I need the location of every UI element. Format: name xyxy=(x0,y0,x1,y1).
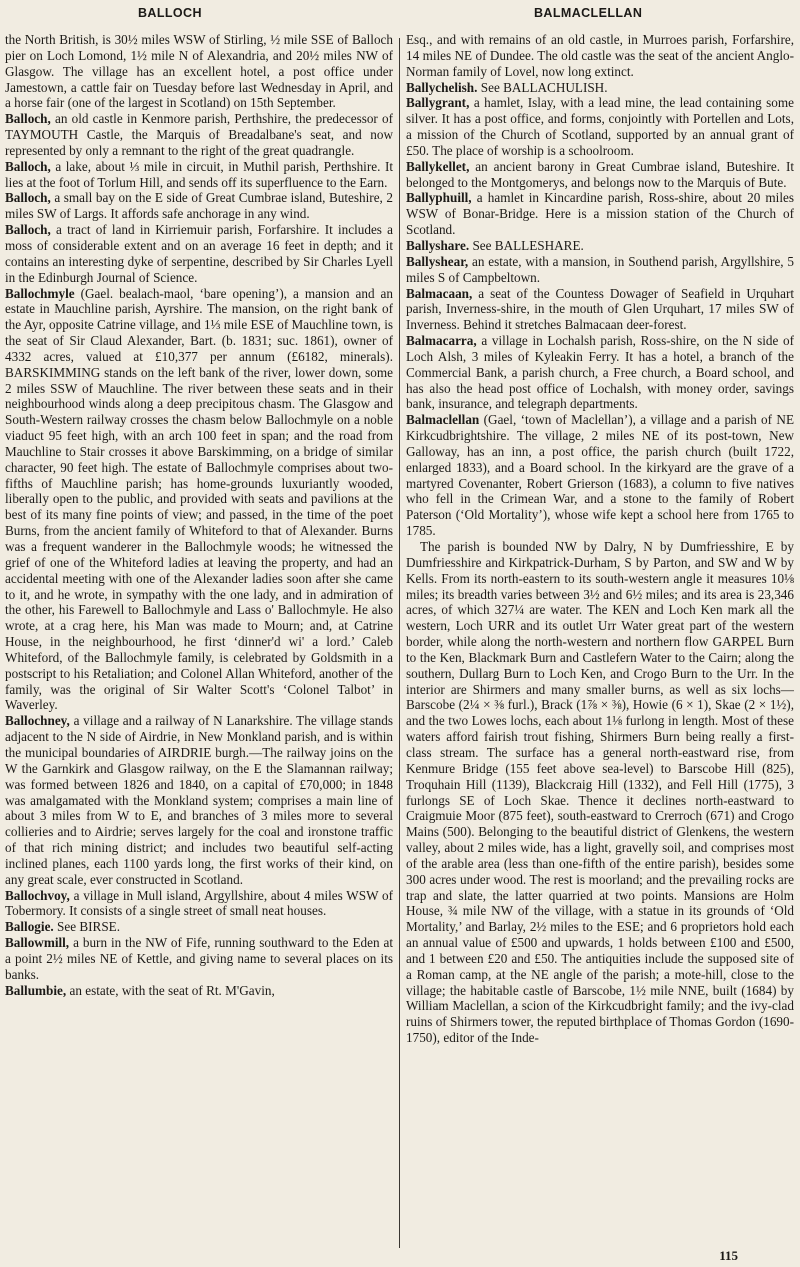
gazetteer-entry xyxy=(406,190,794,238)
entry-headword: Ballyphuill, xyxy=(406,190,472,206)
gazetteer-entry xyxy=(5,713,393,887)
gazetteer-entry xyxy=(406,32,794,80)
entry-headword: Ballogie. xyxy=(5,919,54,935)
entry-text: (Gael. bealach-maol, ‘bare opening’), a mansion and an estate in Mauchline parish, Ayrshire. The mansion, on the right bank of the Ayr, opposite Catrine village, and 1⅓ mile ESE of Mauchline town, is the seat of Sir Claud Alexander, Bart. (b. 1831; suc. 1861), owner of 4332 acres, valued at £10,377 per annum (£6182, minerals). BARSKIMMING stands on the left bank of the river, lower down, some 2 miles SSW of Mauchline. The river between these seats and in their neighbourhood winds along a deep precipitous chasm. The Glasgow and South-Western railway crosses the chasm below Ballochmyle on a noble viaduct 95 feet high, with an arch 100 feet in span; and the road from Mauchline to Stair crosses it above Barskimming, on a bridge of similar character, 90 feet high. The estate of Ballochmyle comprises about two-fifths of Mauchline parish; has home-grounds luxuriantly wooded, liberally open to the public, and provided with seats and pavilions at the best of its many fine points of view; and passed, in the time of the poet Burns, from the ancient family of Whiteford to that of Alexander. Burns was a frequent wanderer in the Ballochmyle woods; he witnessed the grief of one of the Whiteford ladies at leaving the property, and had an accidental meeting with one of the Alexander ladies soon after she came to it, and he wrote, in sympathy with the one lady, and in admiration of the other, his Farewell to Ballochmyle and Lass o' Ballochmyle. He also wrote, at a crag here, his Man was made to Mourn; and, at Catrine House, in the neighbourhood, he first ‘dinner'd wi' a lord.’ Caleb Whiteford, of the Ballochmyle family, is celebrated by Goldsmith in a postscript to his Retaliation; and Colonel Allan Whiteford, another of the family, was the original of Sir Walter Scott's ‘Colonel Talbot’ in Waverley. xyxy=(5,285,393,713)
entry-text: a village and a railway of N Lanarkshire. The village stands adjacent to the N side of Airdrie, in New Monkland parish, and is within the municipal boundaries of AIRDRIE burgh.—The railway joins on the W the Garnkirk and Glasgow railway, on the E the Slamannan railway; was formed between 1826 and 1840, on a capital of £70,000; in 1848 was amalgamated with the Monkland system; comprises a main line of about 3 miles from W to E, and branches of 3 miles more to several collieries and to Airdrie; serves largely for the coal and ironstone traffic of that rich mining district; and includes two beautiful self-acting inclined planes, each 1100 yards long, the first works of their kind, on any great scale, ever constructed in Scotland. xyxy=(5,713,393,887)
entry-text: a burn in the NW of Fife, running southward to the Eden at a point 2½ miles NE of Kettle, and giving name to several places on its banks. xyxy=(5,935,393,982)
entry-text: a tract of land in Kirriemuir parish, Forfarshire. It includes a moss of considerable extent and on an average 16 feet in depth; and it contains an interesting dyke of serpentine, described by Sir Charles Lyell in the Edinburgh Journal of Science. xyxy=(5,222,393,285)
entry-headword: Ballumbie, xyxy=(5,982,67,998)
entry-headword: Ballychelish. xyxy=(406,79,478,95)
gazetteer-entry xyxy=(5,111,393,159)
header-right-catchword: BALMACLELLAN xyxy=(534,6,643,20)
entry-headword: Ballochvoy, xyxy=(5,887,70,903)
gazetteer-entry xyxy=(406,80,794,96)
entry-text: a village in Mull island, Argyllshire, about 4 miles WSW of Tobermory. It consists of a single street of small neat houses. xyxy=(5,887,393,919)
entry-paragraph xyxy=(406,539,794,1046)
entry-headword: Ballygrant, xyxy=(406,95,470,111)
entry-headword: Ballykellet, xyxy=(406,158,470,174)
entry-headword: Balloch, xyxy=(5,111,51,127)
entry-headword: Balmaclellan xyxy=(406,412,480,428)
entry-text: a hamlet, Islay, with a lead mine, the lead containing some silver. It has a post office, and forms, conjointly with Portellen and Lots, a mission of the Church of Scotland, supported by an annual grant of £50. The place of worship is a schoolroom. xyxy=(406,95,794,158)
entry-headword: Ballowmill, xyxy=(5,935,70,951)
entry-headword: Ballyshear, xyxy=(406,253,469,269)
entry-text: a seat of the Countess Dowager of Seafield in Urquhart parish, Inverness-shire, in the mouth of Glen Urquhart, 17 miles SW of Inverness. Behind it stretches Balmacaan deer-forest. xyxy=(406,285,794,333)
page-number: 115 xyxy=(719,1248,738,1263)
entry-text: an ancient barony in Great Cumbrae island, Buteshire. It belonged to the Montgomerys, and belongs now to the Marquis of Bute. xyxy=(406,158,794,190)
right-column xyxy=(406,32,794,1252)
entry-text: a hamlet in Kincardine parish, Ross-shire, about 20 miles WSW of Bonar-Bridge. Here is a mission station of the Church of Scotland. xyxy=(406,190,794,238)
gazetteer-entry xyxy=(5,190,393,222)
gazetteer-entry xyxy=(5,935,393,983)
entry-headword: Ballochmyle xyxy=(5,285,75,301)
entry-text: See BALLESHARE. xyxy=(472,237,584,253)
entry-headword: Balloch, xyxy=(5,190,51,206)
gazetteer-entry xyxy=(5,888,393,920)
gazetteer-entry xyxy=(5,222,393,285)
entry-headword: Balmacaan, xyxy=(406,285,473,301)
left-column xyxy=(5,32,393,1252)
entry-text: Esq., and with remains of an old castle, in Murroes parish, Forfarshire, 14 miles NE of Dundee. The old castle was the seat of the ancient Anglo-Norman family of Lovel, now long extinct. xyxy=(406,32,794,79)
entry-headword: Ballyshare. xyxy=(406,237,470,253)
gazetteer-entry xyxy=(5,919,393,935)
header-left-catchword: BALLOCH xyxy=(138,6,202,20)
gazetteer-entry xyxy=(406,333,794,412)
entry-text: The parish is bounded NW by Dalry, N by Dumfriesshire, E by Dumfriesshire and Kirkpatrick-Durham, S by Parton, and SW and W by Kells. From its north-eastern to its south-western angle it measures 10⅛ miles; its breadth varies between 3½ and 6½ miles; and its area is 23,346 acres, of which 327¼ are water. The KEN and Loch Ken mark all the western, Loch URR and its outlet Urr Water great part of the western border, while along the north-western and northern flow GARPEL Burn to the Ken, Blackmark Burn and Castlefern Water to the Cairn; along the southern, Dullarg Burn to Loch Ken, and Crogo Burn to the Urr. In the interior are Shirmers and many smaller burns, as well as six lochs—Barscobe (2¼ × ⅜ furl.), Brack (1⅞ × ⅜), Howie (6 × 1), Skae (2 × 1½), and the two Lowes lochs, each about 1⅛ furlong in length. Most of these waters afford fairish trout fishing, Shirmers Burn being really a first-class stream. The surface has a general north-eastward rise, from Kenmure Bridge (155 feet above sea-level) to Barscobe Hill (825), Troquhain Hill (1139), Blackcraig Hill (1332), and Fell Hill (1775), 3 furlongs SE of Loch Skae. Thence it declines north-eastward to Craigmuie Moor (875 feet), south-eastward to Crerroch (671) and Crogo Mains (500). Belonging to the beautiful district of Glenkens, the western valley, about 2 miles wide, has a light, gravelly soil, and comprises most of the arable area (less than one-fifth of the entire parish), besides some 300 acres under wood. The rest is moorland; and the prevailing rocks are trap and slate, the latter quarried at two points. Mansions are Holm House, ¾ mile NW of the village, with a statue in its grounds of ‘Old Mortality,’ and Barlay, 2½ miles to the ESE; and 6 proprietors hold each an annual value of £500 and upwards, 1 holds between £100 and £500, and 1 between £20 and £50. The antiquities include the supposed site of a Roman camp, at the NE angle of the parish; a mote-hill, close to the village; the habitable castle of Barscobe, 1½ mile NNE, built (1684) by William Maclellan, a scion of the Kirkcudbright family; and the ivy-clad ruins of Shirmers tower, the reputed birthplace of Thomas Gordon (1690-1750), editor of the Inde- xyxy=(406,539,794,1046)
entry-text: a small bay on the E side of Great Cumbrae island, Buteshire, 2 miles SW of Largs. It affords safe anchorage in any wind. xyxy=(5,190,393,222)
entry-text: See BIRSE. xyxy=(57,919,121,935)
gazetteer-entry xyxy=(5,286,393,714)
entry-text: an old castle in Kenmore parish, Perthshire, the predecessor of TAYMOUTH Castle, the Marquis of Breadalbane's seat, and now represented by only a remnant to the right of the great quadrangle. xyxy=(5,111,393,158)
entry-headword: Balloch, xyxy=(5,222,51,238)
column-divider xyxy=(399,38,400,1248)
gazetteer-entry xyxy=(5,983,393,999)
gazetteer-entry xyxy=(406,412,794,539)
entry-headword: Ballochney, xyxy=(5,713,70,729)
gazetteer-entry xyxy=(406,95,794,158)
gazetteer-entry xyxy=(406,159,794,191)
running-head xyxy=(0,6,800,26)
entry-text: the North British, is 30½ miles WSW of Stirling, ½ mile SSE of Balloch pier on Loch Lomond, 1½ mile N of Alexandria, and 20½ miles NW of Glasgow. The village has an excellent hotel, a post office under Jamestown, a cattle fair on Tuesday before last Wednesday in April, and a horse fair (one of the largest in Scotland) on 15th September. xyxy=(5,32,393,111)
gazetteer-entry xyxy=(406,286,794,334)
gazetteer-entry xyxy=(406,254,794,286)
entry-text: See BALLACHULISH. xyxy=(480,79,608,95)
entry-text: a village in Lochalsh parish, Ross-shire, on the N side of Loch Alsh, 3 miles of Kyleakin Ferry. It has a hotel, a branch of the Commercial Bank, a parish church, a Free church, a Board school, and has also the head post office of Lochalsh, with money order, savings bank, insurance, and telegraph departments. xyxy=(406,333,794,412)
entry-text: an estate, with a mansion, in Southend parish, Argyllshire, 5 miles S of Campbeltown. xyxy=(406,253,794,285)
entry-text: an estate, with the seat of Rt. M'Gavin, xyxy=(69,982,275,998)
gazetteer-entry xyxy=(406,238,794,254)
entry-headword: Balloch, xyxy=(5,158,51,174)
entry-headword: Balmacarra, xyxy=(406,333,477,349)
gazetteer-entry xyxy=(5,32,393,111)
entry-text: (Gael, ‘town of Maclellan’), a village and a parish of NE Kirkcudbrightshire. The village, 2 miles NE of its post-town, New Galloway, has an inn, a post office, the parish church (built 1722, enlarged 1833), and a Board school. In the kirkyard are the grave of a martyred Covenanter, Robert Grierson (1683), a column to five natives who fell in the Crimean War, and a stone to the family of Robert Paterson (‘Old Mortality’), whose wife kept a school here from 1765 to 1785. xyxy=(406,412,794,539)
gazetteer-entry xyxy=(5,159,393,191)
entry-text: a lake, about ⅓ mile in circuit, in Muthil parish, Perthshire. It lies at the foot of Torlum Hill, and sends off its superfluence to the Earn. xyxy=(5,158,393,190)
